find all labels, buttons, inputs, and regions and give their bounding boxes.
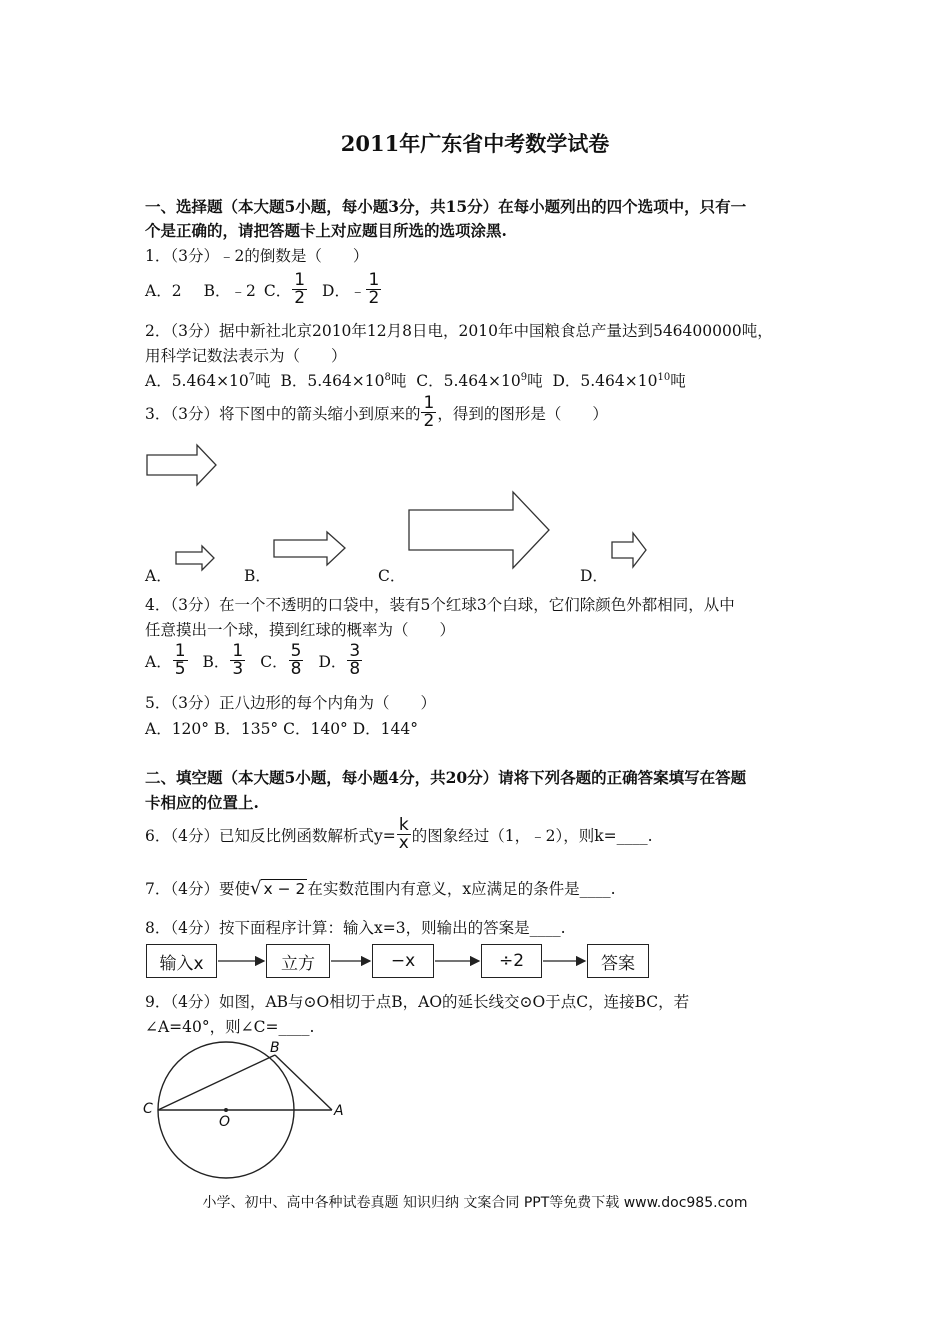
radical-sign-icon: √ bbox=[249, 877, 262, 899]
q4-fraction-c: $\frac{5}{8}$ bbox=[290, 641, 302, 679]
q6-stem: 6．（4分）已知反比例函数解析式y= $\frac{k}{x}$ 的图象经过（1，﹣2），则k=____. bbox=[145, 815, 653, 853]
flow-step-input: 输入x bbox=[146, 944, 217, 978]
line-cb bbox=[158, 1055, 275, 1110]
line-ba bbox=[275, 1055, 332, 1110]
q4-fraction-d: $\frac{3}{8}$ bbox=[349, 641, 361, 679]
label-point-b: B bbox=[270, 1040, 280, 1056]
q1-fraction-d: $\frac{1}{2}$ bbox=[368, 270, 380, 308]
q3-arrow-b bbox=[274, 532, 345, 565]
q3-label-b: B． bbox=[244, 567, 271, 585]
q9-line2: ∠A=40°，则∠C=____. bbox=[145, 1018, 315, 1036]
q6-fraction: $\frac{k}{x}$ bbox=[398, 815, 409, 853]
q3-arrow-a bbox=[176, 546, 214, 570]
q4-line1: 4．（3分）在一个不透明的口袋中，装有5个红球3个白球，它们除颜色外都相同，从中 bbox=[145, 596, 735, 614]
q3-label-d: D． bbox=[580, 567, 608, 585]
q3-fraction: $\frac{1}{2}$ bbox=[423, 393, 435, 431]
flow-arrows bbox=[0, 940, 950, 980]
center-point-o bbox=[224, 1108, 228, 1112]
q9-line1: 9．（4分）如图，AB与⊙O相切于点B，AO的延长线交⊙O于点C，连接BC，若 bbox=[145, 993, 690, 1011]
flow-step-cube: 立方 bbox=[266, 944, 330, 978]
q2-line2: 用科学记数法表示为（ ） bbox=[145, 347, 347, 365]
flow-step-minus-x: −x bbox=[372, 944, 434, 978]
q3-arrow-d bbox=[612, 533, 646, 567]
q7-stem: 7．（4分）要使 √ x − 2 在实数范围内有意义，x应满足的条件是____. bbox=[145, 877, 616, 899]
q4-fraction-a: $\frac{1}{5}$ bbox=[174, 641, 186, 679]
section1-heading-line1: 一、选择题（本大题5小题，每小题3分，共15分）在每小题列出的四个选项中，只有一 bbox=[145, 197, 747, 216]
section2-heading-line1: 二、填空题（本大题5小题，每小题4分，共20分）请将下列各题的正确答案填写在答题 bbox=[145, 768, 747, 787]
q3-arrow-c bbox=[409, 492, 549, 568]
section1-heading-line2: 个是正确的，请把答题卡上对应题目所选的选项涂黑. bbox=[145, 221, 507, 240]
q1-option-a: A．2 bbox=[145, 281, 182, 300]
page-title: 2011年广东省中考数学试卷 bbox=[340, 131, 610, 156]
q1-option-c: C． bbox=[263, 281, 292, 300]
q4-options: A． $\frac{1}{5}$ B． $\frac{1}{3}$ C． $\frac{5}{8}$ D． $\frac{3}{8}$ bbox=[145, 641, 361, 679]
q1-fraction-c: $\frac{1}{2}$ bbox=[294, 270, 306, 308]
q3-stem: 3．（3分）将下图中的箭头缩小到原来的 $\frac{1}{2}$ ，得到的图形是（ ） bbox=[145, 393, 608, 431]
flow-step-divide-2: ÷2 bbox=[481, 944, 542, 978]
q3-original-arrow bbox=[147, 445, 216, 485]
q1-option-b: B．﹣2 bbox=[203, 281, 256, 300]
q1-stem: 1．（3分）﹣2的倒数是（ ） bbox=[145, 247, 369, 265]
q8-stem: 8．（4分）按下面程序计算：输入x=3，则输出的答案是____. bbox=[145, 919, 566, 937]
q3-arrows-figure bbox=[0, 0, 950, 600]
q2-options: A．$5.464\times 10^7$吨 B．$5.464\times 10^8$吨 C．$5.464\times 10^9$吨 D．$5.464\times 10^{10}$吨 bbox=[145, 372, 686, 390]
label-point-c: C bbox=[143, 1101, 153, 1117]
section2-heading-line2: 卡相应的位置上. bbox=[145, 793, 259, 812]
q3-label-a: A． bbox=[145, 567, 172, 585]
flow-step-answer: 答案 bbox=[587, 944, 649, 978]
q5-stem: 5．（3分）正八边形的每个内角为（ ） bbox=[145, 694, 436, 712]
q1-option-d: D．﹣ bbox=[322, 281, 366, 300]
q7-radicand: x − 2 bbox=[263, 879, 306, 898]
q4-fraction-b: $\frac{1}{3}$ bbox=[232, 641, 244, 679]
label-point-o: O bbox=[219, 1114, 231, 1130]
q3-label-c: C． bbox=[378, 567, 406, 585]
q4-line2: 任意摸出一个球，摸到红球的概率为（ ） bbox=[145, 621, 456, 639]
footer-text: 小学、初中、高中各种试卷真题 知识归纳 文案合同 PPT等免费下载 www.doc985.com bbox=[202, 1195, 748, 1211]
q2-line1: 2．（3分）据中新社北京2010年12月8日电，2010年中国粮食总产量达到546400000吨， bbox=[145, 322, 773, 340]
q5-options: A．120° B．135° C．140° D．144° bbox=[145, 720, 418, 738]
label-point-a: A bbox=[334, 1103, 344, 1119]
